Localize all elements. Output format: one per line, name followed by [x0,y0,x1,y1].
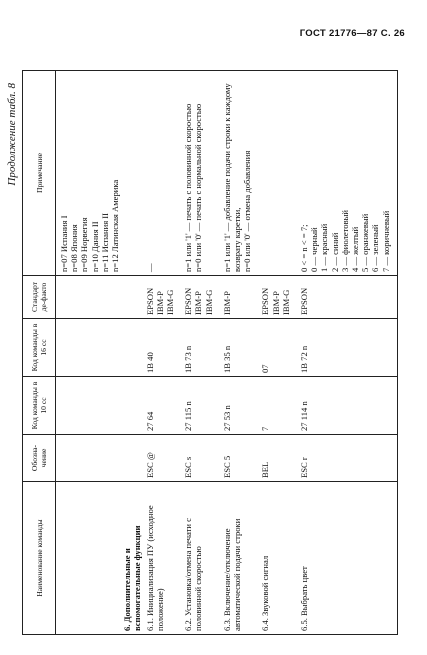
command-table [22,70,398,635]
std-value: IBM-G [165,289,176,315]
cell-std [253,276,292,319]
note-line: n=1 или '1' — добавление подачи строки к каждому возврату каретки, [221,83,243,272]
command-name: 6.5. Выбрать цвет [299,566,310,631]
note-line: 0 — черный [309,227,320,272]
cell-dec [215,377,254,435]
page-header [0,18,427,48]
command-dec: 27 53 n [221,405,232,431]
command-hex: 07 [260,364,271,373]
note-line: n=12 Латинская Америка [110,179,121,272]
command-hex: 1B 72 n [299,345,310,373]
std-value: EPSON [183,287,194,315]
cell-hex [121,319,143,377]
cell-dec [144,377,177,435]
command-name: 6.2. Установка/отмена печати с половинной скоростью [183,518,204,631]
cell-name [176,482,215,635]
cell-note [144,71,177,276]
note-line: n=08 Япония [69,224,80,272]
command-name: 6.1. Инициализация ПУ (исходное положение) [144,505,165,631]
cell-hex [215,319,254,377]
cell-name [215,482,254,635]
note-line: 2 — синий [329,232,340,272]
cell-name [144,482,177,635]
note-line: n=09 Норвегия [79,217,90,272]
table-header [23,71,56,635]
cell-dec [56,377,122,435]
command-name: 6.3. Включение/отключение автоматической подачи строки [221,518,243,631]
section-title: 6. Дополнительные и вспомогательные функции [122,525,143,631]
cell-std [292,276,397,319]
std-value: EPSON [144,287,155,315]
command-abbr: BEL [260,461,271,478]
continuation-label: Продолжение табл. 8 [6,83,18,186]
cell-note [121,71,143,276]
cell-note [56,71,122,276]
std-value: IBM-P [270,291,281,315]
note-line: n=1 или '1' — печать с половинной скоростью [183,103,194,272]
cell-note [176,71,215,276]
cell-abbr [215,435,254,482]
cell-hex [144,319,177,377]
cell-abbr [292,435,397,482]
std-value: EPSON [299,287,310,315]
header-note: Примечание [23,71,56,276]
cell-dec [176,377,215,435]
std-value: IBM-G [280,289,291,315]
note-line: 7 — коричневый [380,210,391,272]
note-line: n=0 или '0' — печать с нормальной скоростью [193,103,204,272]
cell-name [292,482,397,635]
cell-dec [253,377,292,435]
note-line: n=10 Дания II [89,221,100,272]
command-abbr: ESC @ [144,452,155,478]
std-value: IBM-P [193,291,204,315]
command-dec: 27 114 n [299,401,310,431]
note-line: 3 — фиолетовый [339,209,350,272]
note-line: 4 — желтый [350,226,361,272]
cell-dec [292,377,397,435]
note-line: n=11 Испания II [99,212,110,272]
cell-name [56,482,122,635]
rotated-page [0,55,427,645]
cell-abbr [253,435,292,482]
std-value: EPSON [260,287,271,315]
header-std: Стандарт де-факто [23,276,56,319]
cell-hex [176,319,215,377]
header-dec: Код команды в 10 сс [23,377,56,435]
cell-hex [56,319,122,377]
command-hex: 1B 35 n [221,345,232,373]
command-name: 6.4. Звуковой сигнал [260,555,271,631]
cell-dec [121,377,143,435]
command-abbr: ESC s [183,456,194,478]
command-dec: 27 64 [144,411,155,431]
cell-abbr [121,435,143,482]
cell-abbr [56,435,122,482]
note-line: 0 < = n < = 7; [299,224,310,272]
cell-note [292,71,397,276]
table-row [56,71,122,635]
header-name: Наименование команды [23,482,56,635]
table-row [121,71,143,635]
std-value: IBM-P [221,291,232,315]
page-code: ГОСТ 21776—87 С. 26 [299,28,405,39]
command-hex: 1B 40 [144,352,155,373]
cell-hex [292,319,397,377]
note-dash: — [144,263,155,272]
table-row [292,71,397,635]
table-row [215,71,254,635]
cell-abbr [144,435,177,482]
note-line: 5 — оранжевый [360,213,371,272]
cell-std [215,276,254,319]
cell-name [253,482,292,635]
note-line: 1 — красный [319,223,330,272]
header-abbr: Обозна-чение [23,435,56,482]
cell-note [215,71,254,276]
rotated-content [0,55,427,645]
note-line: n=0 или '0' — отмена добавления [242,150,253,272]
note-line: n=07 Испания I [59,215,69,272]
cell-std [56,276,122,319]
command-dec: 7 [260,426,271,431]
cell-std [176,276,215,319]
header-row [23,71,56,635]
cell-name [121,482,143,635]
cell-std [144,276,177,319]
command-abbr: ESC 5 [221,455,232,478]
std-value: IBM-G [203,289,214,315]
cell-hex [253,319,292,377]
table-row [144,71,177,635]
note-line: 6 — зеленый [370,224,381,272]
std-value: IBM-P [154,291,165,315]
table-row [253,71,292,635]
command-abbr: ESC r [299,457,310,478]
command-hex: 1B 73 n [183,345,194,373]
header-hex: Код команды в 16 сс [23,319,56,377]
cell-note [253,71,292,276]
table-body [56,71,398,635]
cell-abbr [176,435,215,482]
cell-std [121,276,143,319]
command-dec: 27 115 n [183,401,194,431]
table-row [176,71,215,635]
